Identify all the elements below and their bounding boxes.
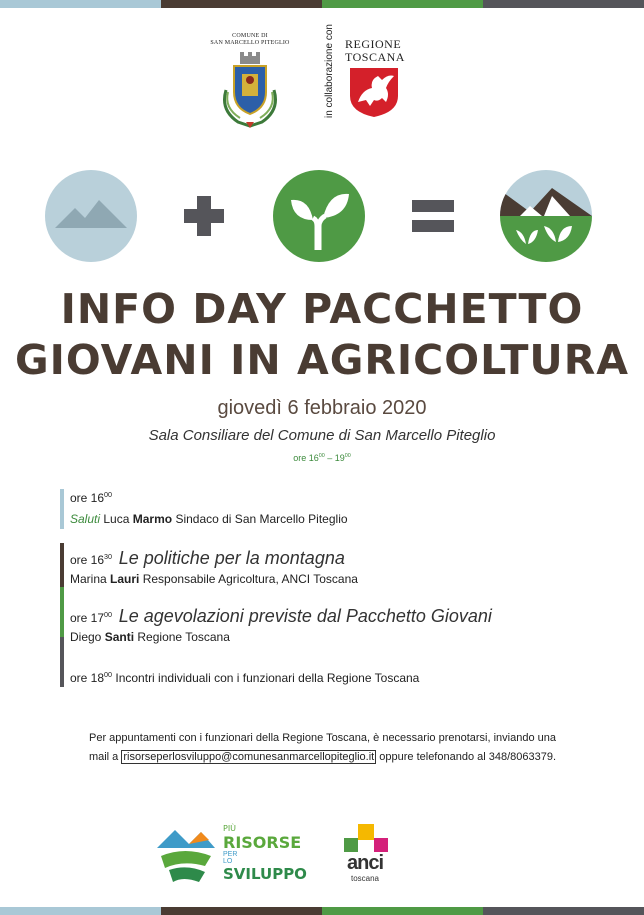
program-item-4-title: Incontri individuali con i funzionari della Regione Toscana: [115, 671, 420, 685]
program-item-3-last: Santi: [104, 630, 135, 644]
program-item-4-hour: ore 18: [70, 671, 105, 685]
regione-name: [345, 38, 405, 63]
stripe-gray: [483, 0, 644, 8]
collaborazione-text: in collaborazione con: [324, 24, 335, 118]
program-item-1-hour: ore 16: [70, 491, 105, 505]
sprout-icon: [273, 170, 365, 262]
hours-end: – 19: [324, 453, 345, 463]
event-hours: [0, 453, 644, 463]
booking-note-line1: Per appuntamenti con i funzionari della Regione Toscana, è necessario prenotarsi, inviando una: [89, 732, 556, 744]
stripe-green: [322, 0, 483, 8]
program-item-2-role: Responsabile Agricoltura, ANCI Toscana: [142, 572, 358, 586]
program-item-2-last: Lauri: [110, 572, 140, 586]
plus-icon: [182, 194, 226, 238]
program-item-2-title: Le politiche per la montagna: [118, 548, 345, 568]
program-item-3-time: [70, 606, 492, 627]
booking-note: [30, 729, 615, 767]
comune-line2: SAN MARCELLO PITEGLIO: [210, 40, 290, 46]
program-item-3-hour: ore 17: [70, 611, 105, 625]
mountains-icon: [45, 170, 137, 262]
hours-start: ore 16: [293, 453, 319, 463]
stripe-brown-bottom: [161, 907, 322, 915]
program-item-1-time: [70, 491, 112, 505]
program-item-1-speaker: [70, 512, 348, 526]
program-item-2-speaker: [70, 572, 358, 586]
per-text: PER: [223, 851, 238, 858]
perlo-text: [223, 851, 237, 865]
regione-line1: REGIONE: [345, 37, 402, 51]
toscana-text: toscana: [350, 874, 380, 883]
program-item-2-time: [70, 548, 345, 569]
booking-note-line2: [30, 748, 615, 767]
email-link[interactable]: risorseperlosviluppo@comunesanmarcellopiteglio.it: [123, 751, 375, 763]
event-date: giovedì 6 febbraio 2020: [217, 397, 427, 419]
program-item-4-min: 00: [104, 670, 113, 679]
piu-risorse-logo: [155, 824, 315, 884]
program-item-1-label: Saluti: [70, 512, 101, 526]
stripe-gray-bottom: [483, 907, 644, 915]
program-item-2-min: 30: [104, 552, 113, 561]
top-stripe: [0, 0, 644, 8]
program-item-3-first: Diego: [70, 630, 102, 644]
anci-square-green: [344, 838, 358, 852]
program-item-2-first: Marina: [70, 572, 107, 586]
program-item-1-last: Marmo: [132, 512, 173, 526]
comune-name: [205, 33, 295, 47]
program-item-3-role: Regione Toscana: [137, 630, 230, 644]
stripe-blue: [0, 0, 161, 8]
program-bar-1: [60, 489, 64, 529]
anci-toscana-logo: [340, 824, 400, 884]
comune-crest-icon: [218, 50, 282, 130]
hours-start-sup: 00: [318, 453, 325, 459]
program-item-1-min: 00: [104, 490, 113, 499]
hours-end-sup: 00: [344, 453, 351, 459]
program-item-3-title: Le agevolazioni previste dal Pacchetto Giovani: [118, 606, 492, 626]
lo-text: LO: [223, 858, 233, 865]
bottom-stripe: [0, 907, 644, 915]
risorse-text: RISORSE: [223, 833, 302, 852]
program-item-4: [70, 671, 419, 685]
program-item-3-min: 00: [104, 610, 113, 619]
anci-square-yellow: [358, 824, 374, 840]
program-bar-3: [60, 587, 64, 637]
program-item-3-speaker: [70, 630, 230, 644]
event-venue: Sala Consiliare del Comune di San Marcello Piteglio: [148, 427, 496, 444]
stripe-blue-bottom: [0, 907, 161, 915]
anci-square-magenta: [374, 838, 388, 852]
mountain-sprout-icon: [500, 170, 592, 262]
regione-pegasus-icon: [348, 66, 400, 118]
booking-note-suffix: oppure telefonando al 348/8063379.: [379, 751, 557, 763]
comune-line1: COMUNE DI: [232, 33, 268, 39]
program-item-1-first: Luca: [103, 512, 130, 526]
program-item-2-hour: ore 16: [70, 553, 105, 567]
booking-note-prefix: mail a: [88, 751, 119, 763]
equals-icon: [410, 196, 456, 236]
piu-risorse-emblem-icon: [155, 826, 217, 884]
title-line1: INFO DAY PACCHETTO: [60, 285, 584, 333]
sviluppo-text: SVILUPPO: [223, 865, 307, 883]
stripe-brown: [161, 0, 322, 8]
program-bar-4: [60, 637, 64, 687]
title-line2: GIOVANI IN AGRICOLTURA: [14, 336, 630, 384]
stripe-green-bottom: [322, 907, 483, 915]
regione-line2: TOSCANA: [345, 50, 405, 64]
piu-text: PIÙ: [223, 824, 237, 833]
program-bar-2: [60, 543, 64, 587]
anci-text: anci: [346, 852, 384, 874]
program-item-1-role: Sindaco di San Marcello Piteglio: [175, 512, 348, 526]
